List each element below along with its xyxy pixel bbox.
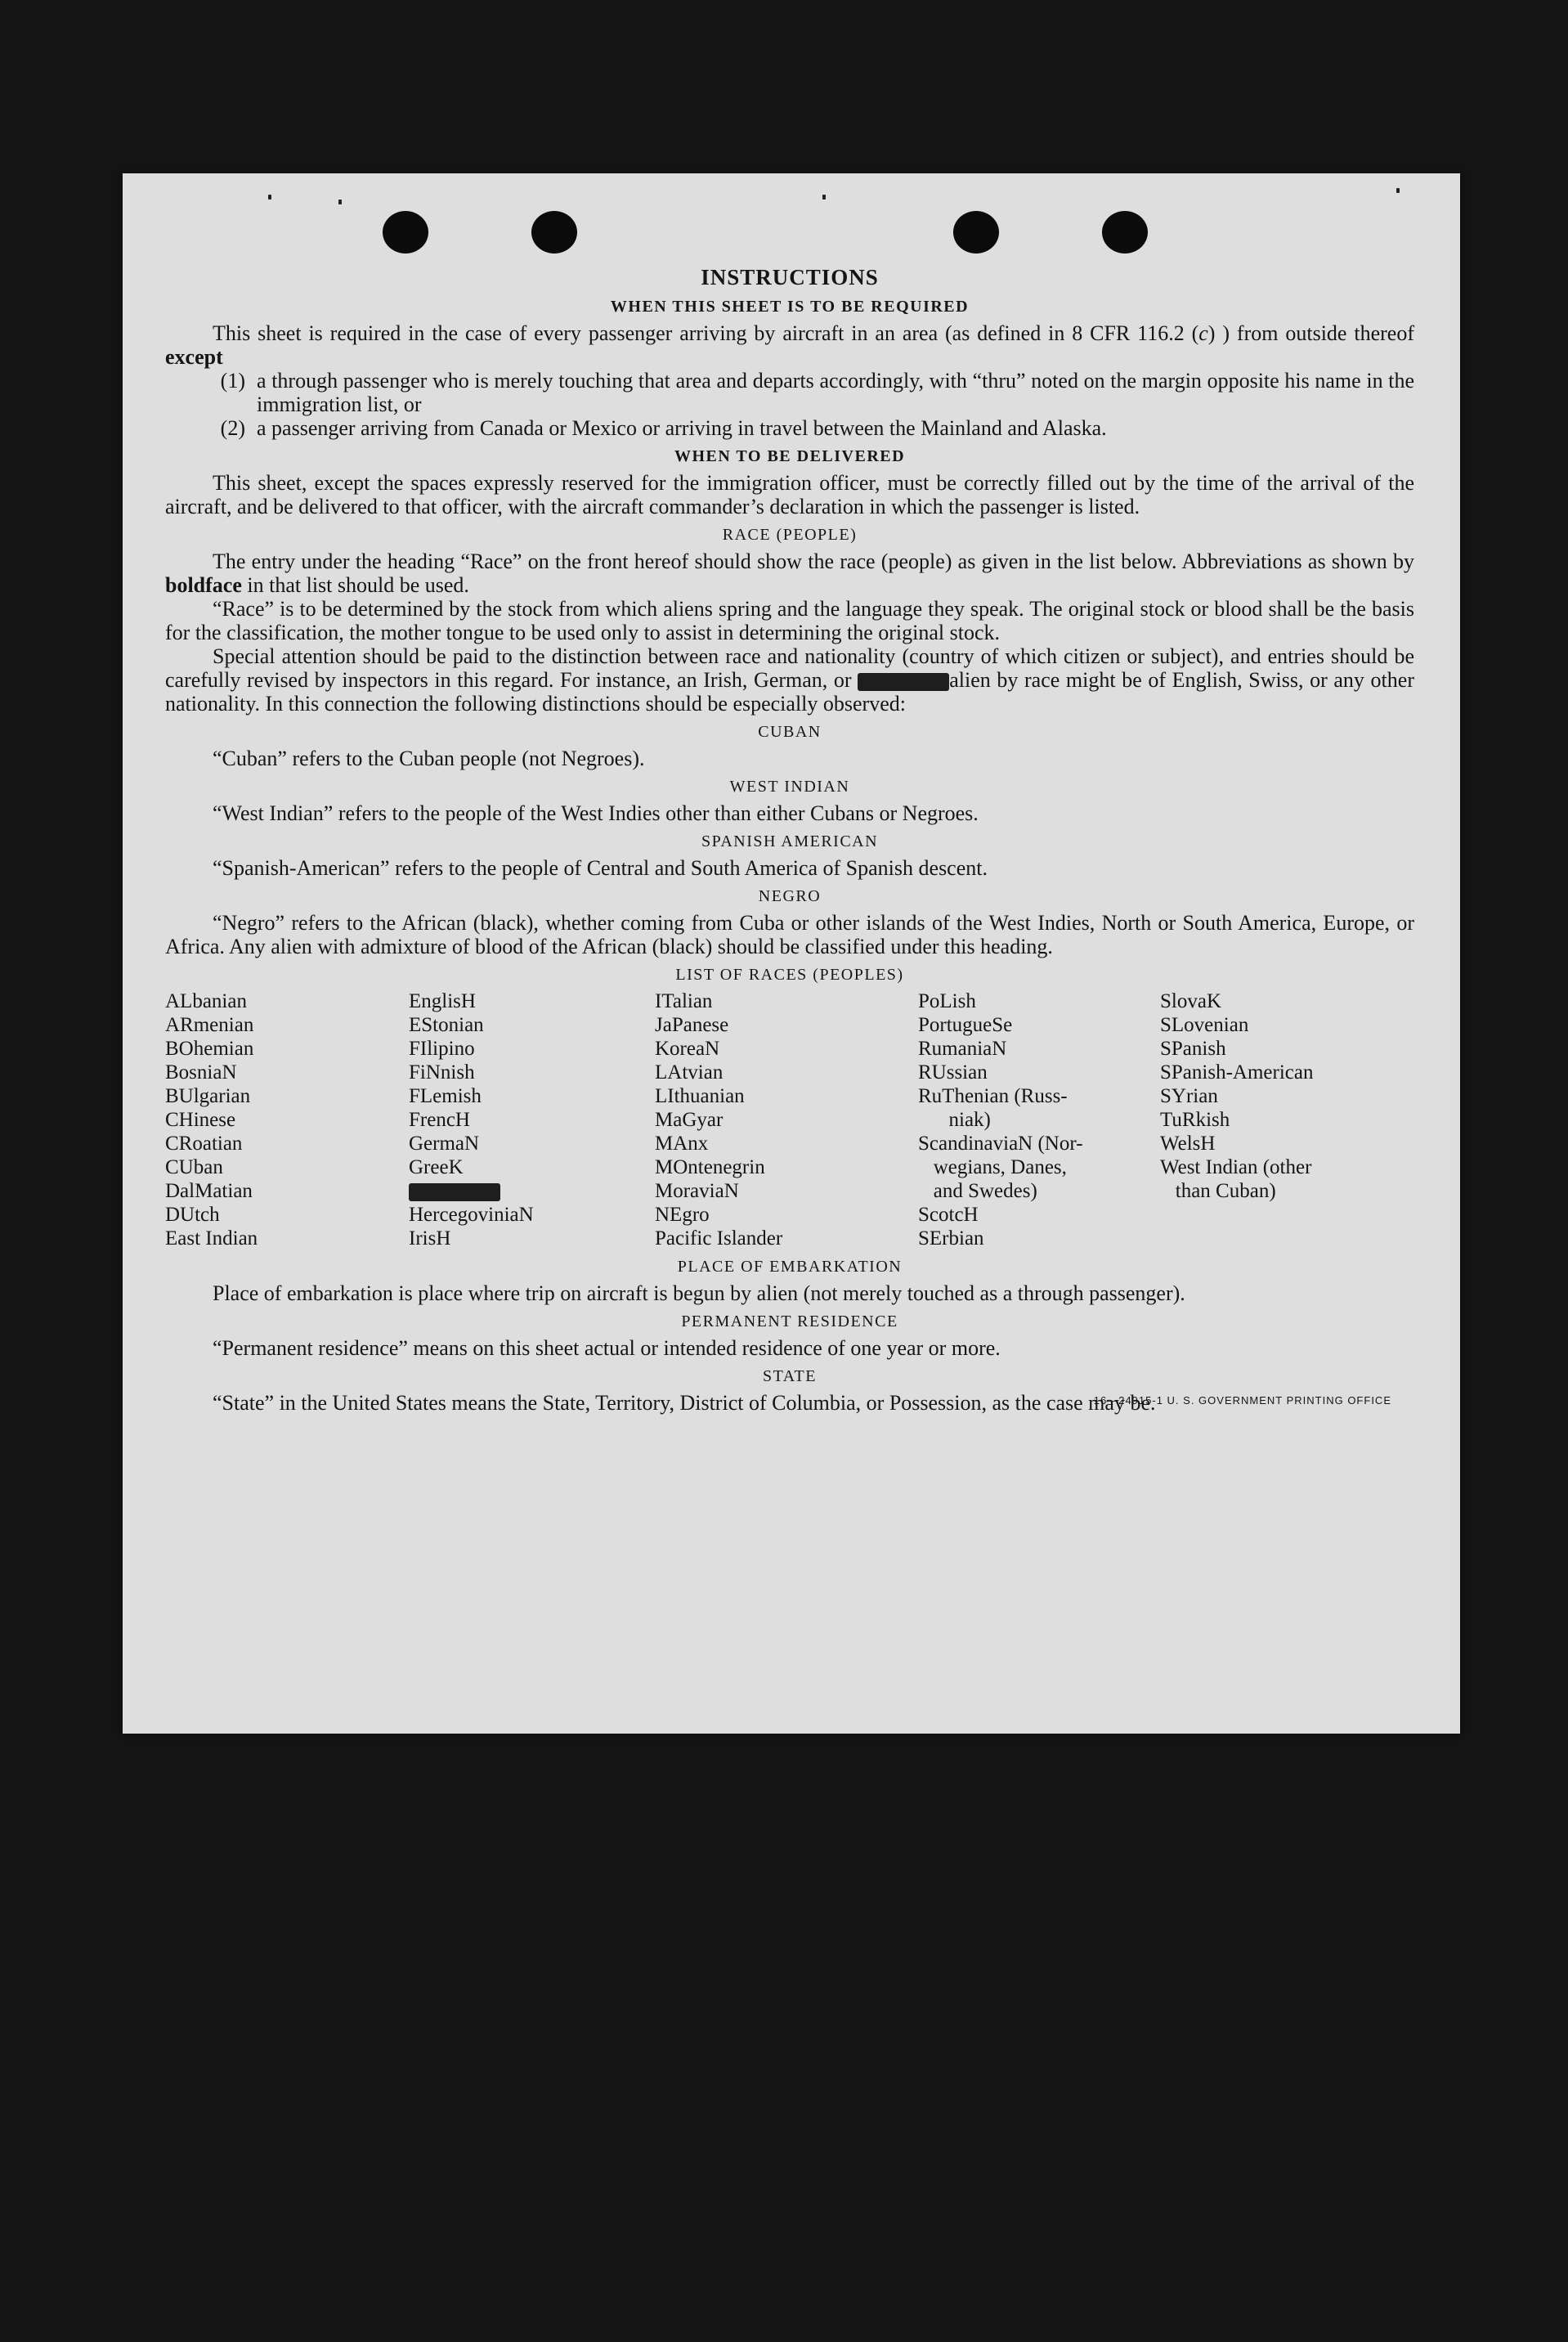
punch-hole	[953, 211, 999, 253]
race-item: SErbian	[918, 1227, 984, 1250]
races-column-4	[918, 989, 1160, 1250]
scan-speck	[1396, 188, 1400, 193]
section-heading-cuban: CUBAN	[758, 723, 822, 741]
race-item: DUtch	[165, 1204, 220, 1226]
list-item: (2) a passenger arriving from Canada or Mexico or arriving in travel between the Mainland and Alaska.	[220, 416, 1107, 440]
section-heading-race: RACE (PEOPLE)	[722, 526, 858, 544]
race-item: CUban	[165, 1156, 223, 1178]
section-heading-embarkation: PLACE OF EMBARKATION	[677, 1258, 903, 1276]
race-item: ScandinaviaN (Nor-	[918, 1133, 1083, 1155]
section-heading-spanish-american: SPANISH AMERICAN	[701, 832, 879, 850]
section-heading-residence: PERMANENT RESIDENCE	[681, 1312, 898, 1330]
race-item: BosniaN	[165, 1061, 237, 1084]
punch-hole	[1102, 211, 1148, 253]
race-item: ITalian	[655, 990, 713, 1012]
race-item: than Cuban)	[1160, 1180, 1276, 1202]
paragraph-embarkation: Place of embarkation is place where trip on aircraft is begun by alien (not merely touched as a through passenger).	[213, 1281, 1185, 1305]
race-item: IrisH	[409, 1227, 451, 1250]
race-item: SPanish-American	[1160, 1061, 1314, 1084]
section-heading-required: WHEN THIS SHEET IS TO BE REQUIRED	[610, 298, 970, 316]
section-heading-negro: NEGRO	[758, 887, 822, 905]
races-column-2	[409, 989, 655, 1250]
section-heading-state: STATE	[763, 1367, 817, 1385]
list-item: (1) a through passenger who is merely touching that area and departs accordingly, with “thru” noted on the margin opposite his name in the immigration list, or	[220, 369, 1414, 416]
paragraph-negro: “Negro” refers to the African (black), whether coming from Cuba or other islands of the West Indies, North or South America, Europe, or Africa. Any alien with admixture of blood of the African (black) should be classified under this heading.	[165, 911, 1414, 958]
race-item: WelsH	[1160, 1133, 1216, 1155]
race-item: PoLish	[918, 990, 976, 1012]
race-item: LAtvian	[655, 1061, 724, 1084]
race-item: FiNnish	[409, 1061, 475, 1084]
race-item: FLemish	[409, 1085, 482, 1107]
race-item: SYrian	[1160, 1085, 1218, 1107]
race-item: EnglisH	[409, 990, 476, 1012]
race-item: DalMatian	[165, 1180, 253, 1202]
race-item: GermaN	[409, 1133, 480, 1155]
race-item: ARmenian	[165, 1014, 254, 1036]
race-item: SLovenian	[1160, 1014, 1249, 1036]
redaction-mark	[409, 1183, 500, 1201]
race-item: BUlgarian	[165, 1085, 251, 1107]
race-item: MOntenegrin	[655, 1156, 765, 1178]
race-item: BOhemian	[165, 1038, 254, 1060]
race-item: RUssian	[918, 1061, 988, 1084]
printer-line: 16—24915-1 U. S. GOVERNMENT PRINTING OFFICE	[1093, 1394, 1391, 1407]
race-item: wegians, Danes,	[918, 1156, 1067, 1178]
race-item: EStonian	[409, 1014, 484, 1036]
race-item: SPanish	[1160, 1038, 1226, 1060]
race-item-redacted	[409, 1179, 655, 1203]
race-item: ScotcH	[918, 1204, 979, 1226]
redaction-mark	[858, 673, 949, 691]
race-item: RuThenian (Russ-	[918, 1085, 1068, 1107]
paragraph-spanish-american: “Spanish-American” refers to the people of Central and South America of Spanish descent.	[213, 856, 988, 880]
race-item: niak)	[918, 1109, 991, 1131]
race-item: GreeK	[409, 1156, 464, 1178]
paragraph-residence: “Permanent residence” means on this sheet actual or intended residence of one year or more.	[213, 1336, 1001, 1360]
scan-speck	[338, 200, 342, 204]
race-item: TuRkish	[1160, 1109, 1230, 1131]
paragraph-race-1: The entry under the heading “Race” on the front hereof should show the race (people) as given in the list below. Abbreviations as shown by boldface in that list should be used.	[165, 550, 1414, 597]
scan-speck	[822, 195, 826, 200]
race-item: PortugueSe	[918, 1014, 1013, 1036]
race-item: JaPanese	[655, 1014, 729, 1036]
section-heading-delivered: WHEN TO BE DELIVERED	[674, 447, 906, 465]
paragraph-state: “State” in the United States means the State, Territory, District of Columbia, or Possession, as the case may be.	[213, 1391, 1156, 1415]
race-item: ALbanian	[165, 990, 247, 1012]
paragraph-cuban: “Cuban” refers to the Cuban people (not Negroes).	[213, 747, 645, 770]
race-item: and Swedes)	[918, 1180, 1037, 1202]
page-title: INSTRUCTIONS	[701, 265, 879, 289]
document-page	[123, 173, 1460, 1734]
race-item: FrencH	[409, 1109, 470, 1131]
punch-hole	[383, 211, 428, 253]
races-column-5	[1160, 989, 1414, 1250]
race-item: HercegoviniaN	[409, 1204, 534, 1226]
section-heading-races: LIST OF RACES (PEOPLES)	[675, 966, 904, 984]
race-item: West Indian (other	[1160, 1156, 1312, 1178]
races-list	[165, 989, 1414, 1250]
races-column-1	[165, 989, 409, 1250]
scan-speck	[268, 195, 271, 200]
race-item: Pacific Islander	[655, 1227, 783, 1250]
races-column-3	[655, 989, 918, 1250]
race-item: MaGyar	[655, 1109, 724, 1131]
race-item: FIlipino	[409, 1038, 475, 1060]
race-item: East Indian	[165, 1227, 258, 1250]
punch-hole	[531, 211, 577, 253]
race-item: RumaniaN	[918, 1038, 1007, 1060]
paragraph-race-3: Special attention should be paid to the distinction between race and nationality (country of which citizen or subject), and entries should be carefully revised by inspectors in this regard. For instance, an Irish, German, or alien by race might be of English, Swiss, or any other nationality. In this connection the following distinctions should be especially observed:	[165, 644, 1414, 716]
paragraph-west-indian: “West Indian” refers to the people of the West Indies other than either Cubans or Negroes.	[213, 801, 979, 825]
paragraph-required-intro: This sheet is required in the case of every passenger arriving by aircraft in an area (as defined in 8 CFR 116.2 (c) ) from outside thereof except	[165, 321, 1414, 369]
race-item: CRoatian	[165, 1133, 243, 1155]
race-item: MoraviaN	[655, 1180, 739, 1202]
paragraph-delivered: This sheet, except the spaces expressly reserved for the immigration officer, must be correctly filled out by the time of the arrival of the aircraft, and be delivered to that officer, with the aircraft commander’s declaration in which the passenger is listed.	[165, 471, 1414, 518]
race-item: KoreaN	[655, 1038, 720, 1060]
paragraph-race-2: “Race” is to be determined by the stock from which aliens spring and the language they speak. The original stock or blood shall be the basis for the classification, the mother tongue to be used only to assist in determining the original stock.	[165, 597, 1414, 644]
race-item: SlovaK	[1160, 990, 1221, 1012]
race-item: CHinese	[165, 1109, 236, 1131]
race-item: LIthuanian	[655, 1085, 745, 1107]
race-item: MAnx	[655, 1133, 709, 1155]
race-item: NEgro	[655, 1204, 710, 1226]
section-heading-west-indian: WEST INDIAN	[729, 778, 850, 796]
